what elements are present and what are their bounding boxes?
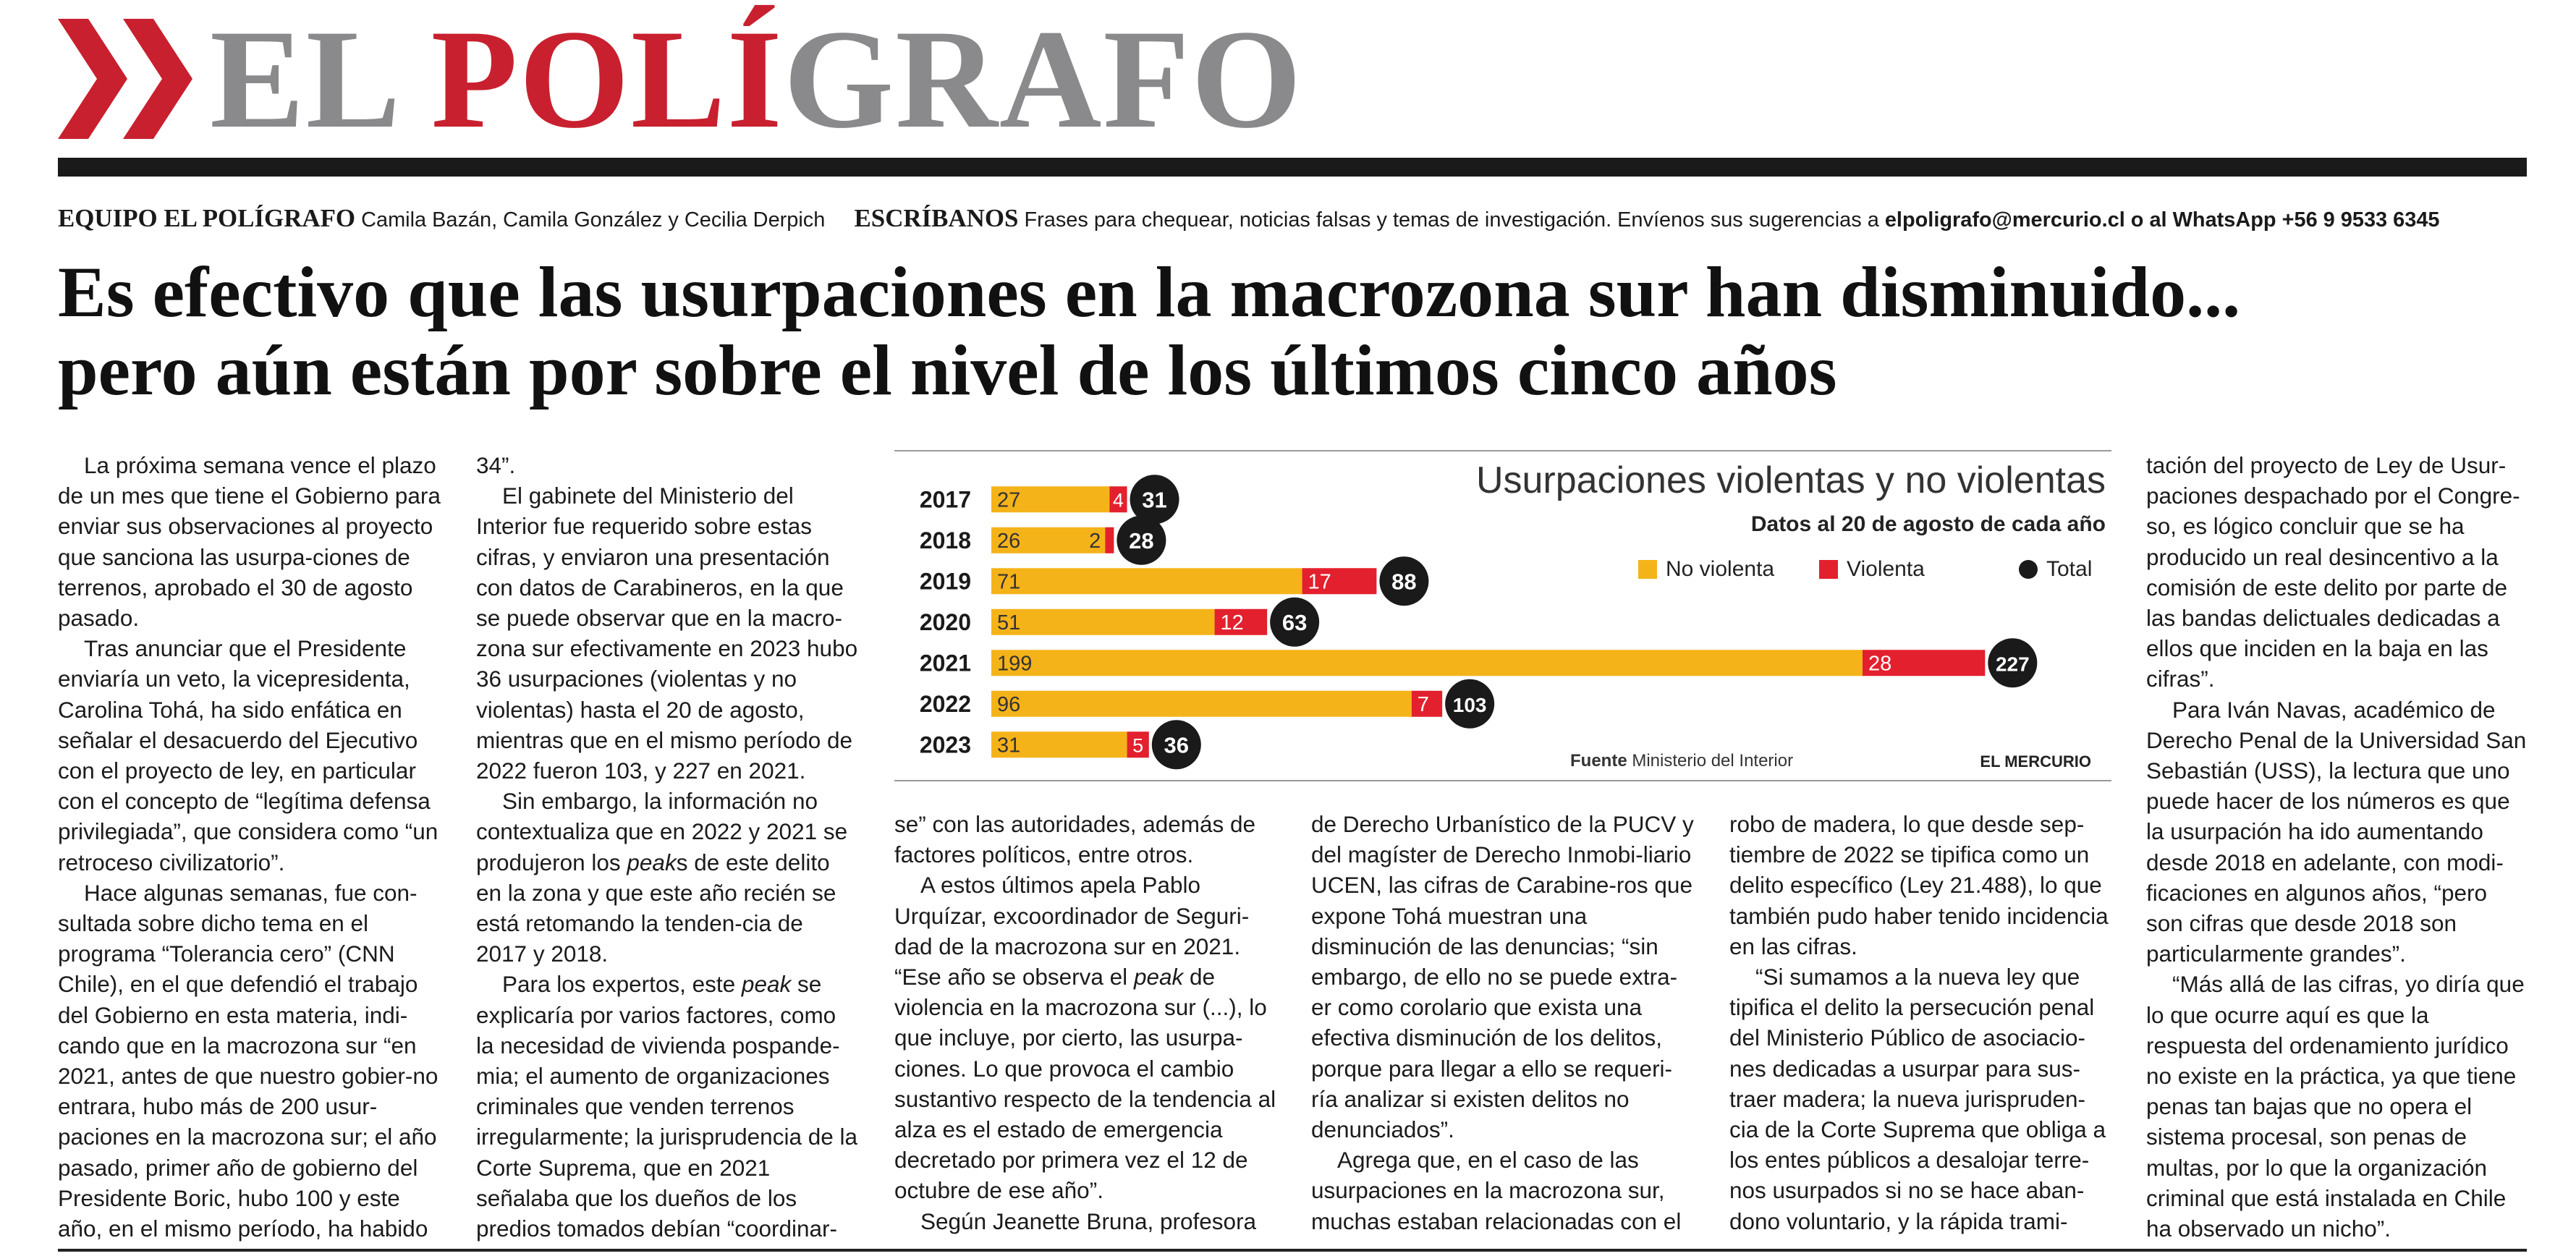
year-label: 2018: [919, 527, 971, 553]
headline-line-2: pero aún están por sobre el nivel de los últimos cinco años: [58, 330, 1837, 410]
total-label: 88: [1391, 569, 1417, 595]
paragraph: Para Iván Navas, académico de Derecho Penal de la Universidad San Sebastián (USS), la lectura que uno puede hacer de los números es que la usurpación ha ido aumentando desde 2018 en adelante, con modi-ficaciones en algunos años, “pero son cifras que desde 2018 son particularmente grandes”.: [2146, 696, 2527, 967]
bar-no-violenta: [991, 691, 1412, 717]
paragraph: “Más allá de las cifras, yo diría que lo que ocurre aquí es que la respuesta del ordenamiento jurídico no existe en la práctica, ya que tiene penas tan bajas que no opera el sistema procesal, son penas de multas, por lo que la organización criminal que está instalada en Chile ha observado un nicho”.: [2146, 971, 2525, 1242]
year-label: 2021: [919, 650, 971, 676]
text-run: Para los expertos, este: [502, 971, 742, 998]
chevron-logo-icon: [58, 19, 203, 142]
article-column-6: [2146, 450, 2530, 1244]
value-label-violenta: 7: [1417, 692, 1429, 716]
legend-swatch: [1638, 560, 1657, 579]
italic-term: peak: [741, 971, 792, 998]
year-label: 2020: [919, 608, 971, 635]
masthead-title-part2: POLÍ: [431, 1, 784, 158]
value-label-violenta: 2: [1089, 529, 1101, 553]
chart-source: [1570, 751, 1793, 771]
text-run: de violencia en la macrozona sur (...), lo que incluye, por cierto, las usurpa-ciones. Lo que provoca el cambio sustantivo respecto de la tendencia al alza es el estado de emergencia decretado por primera vez el 12 de octubre de ese año”.: [894, 964, 1276, 1204]
credits-line: [58, 204, 2525, 233]
bar-no-violenta: [991, 609, 1215, 635]
total-label: 63: [1281, 609, 1308, 635]
bottom-rule: [58, 1249, 2527, 1252]
paragraph: robo de madera, lo que desde sep-tiembre de 2022 se tipifica como un delito específico (Ley 21.488), lo que también pudo haber tenido incidencia en las cifras.: [1729, 811, 2109, 959]
article-column-4: [1311, 809, 1695, 1236]
legend-item-violenta: [1819, 557, 1925, 582]
headline-line-1: Es efectivo que las usurpaciones en la macrozona sur han disminuido...: [58, 252, 2241, 332]
year-label: 2019: [919, 568, 971, 595]
year-label: 2023: [919, 731, 971, 758]
team-names: Camila Bazán, Camila González y Cecilia Derpich: [361, 208, 826, 232]
article-column-5: [1729, 809, 2113, 1236]
article-column-1: [58, 450, 441, 1244]
masthead-title-part3: GRAFO: [783, 1, 1303, 158]
legend-label: Total: [2046, 557, 2093, 581]
paragraph: [894, 870, 1278, 1205]
paragraph: Hace algunas semanas, fue con-sultada sobre dicho tema en el programa “Tolerancia cero” (CNN Chile), en el que defendió el trabajo del Gobierno en esta materia, indi-cando que en la macrozona sur “en 2021, antes de que nuestro gobier-no entrara, hubo más de 200 usur-paciones en la macrozona sur; el año pasado, primer año de gobierno del Presidente Boric, hubo 100 y este año, en el mismo período, ha habido: [58, 879, 438, 1242]
headline: [58, 253, 2533, 410]
value-label-no-violenta: 31: [997, 734, 1021, 758]
total-label: 31: [1142, 487, 1167, 513]
paragraph: “Si sumamos a la nueva ley que tipifica el delito la persecución penal del Ministerio Público de asociacio-nes dedicadas a usurpar para sus-traer madera; la nueva jurispruden-cia de la Corte Suprema que obliga a los entes públicos a desalojar terre-nos usurpados si no se hace aban-dono voluntario, y la rápida trami-: [1729, 964, 2106, 1234]
paragraph: Tras anunciar que el Presidente enviaría un veto, la vicepresidenta, Carolina Tohá, ha sido enfática en señalar el desacuerdo del Ejecutivo con el proyecto de ley, en particular con el concepto de “legítima defensa privilegiada”, que considera como “un retroceso civilizatorio”.: [58, 635, 438, 875]
legend-dot: [2019, 560, 2038, 579]
value-label-no-violenta: 51: [997, 611, 1021, 635]
masthead-rule: [58, 158, 2527, 177]
masthead-title: [210, 1, 1303, 158]
value-label-no-violenta: 26: [997, 529, 1021, 553]
value-label-no-violenta: 199: [997, 652, 1033, 676]
italic-term: peak: [1133, 964, 1184, 990]
bar-violenta: [1105, 527, 1114, 553]
legend-item-no-violenta: [1638, 557, 1774, 582]
legend-label: No violenta: [1666, 557, 1775, 581]
text-run: s de este delito en la zona y que este año recién se está retomando la tenden-cia de 2017 y 2018.: [476, 849, 836, 967]
value-label-no-violenta: 71: [997, 570, 1021, 594]
text-run: Sin embargo, la información no contextualiza que en 2022 y 2021 se produjeron los: [476, 788, 848, 875]
source-label: Fuente: [1570, 751, 1627, 771]
masthead: [58, 1, 1505, 158]
value-label-violenta: 12: [1220, 611, 1244, 635]
bar-no-violenta: [991, 568, 1302, 594]
text-run: se explicaría por varios factores, como la necesidad de vivienda pospande-mia; el aumento de organizaciones criminales que venden terrenos irregularmente; la jurisprudencia de la Corte Suprema, que en 2021 señalaba que los dueños de los predios tomados debían “coordinar-: [476, 971, 858, 1242]
paragraph: Agrega que, en el caso de las usurpaciones en la macrozona sur, muchas estaban relacionadas con el: [1311, 1147, 1682, 1234]
paragraph: 34”.: [476, 452, 516, 478]
legend-label: Violenta: [1847, 557, 1925, 581]
value-label-violenta: 17: [1308, 570, 1331, 594]
source-text: Ministerio del Interior: [1632, 751, 1794, 771]
bar-no-violenta: [991, 650, 1863, 676]
total-label: 36: [1164, 732, 1190, 758]
chart-credit: EL MERCURIO: [1980, 752, 2091, 771]
article-column-3: [894, 809, 1278, 1236]
usurpaciones-chart: [894, 450, 2111, 783]
year-label: 2022: [919, 690, 971, 717]
italic-term: peak: [627, 849, 677, 875]
paragraph: tación del proyecto de Ley de Usur-paciones despachado por el Congre-so, es lógico concluir que se ha producido un real desincentivo a la comisión de este delito por parte de las bandas delictuales dedicadas a ellos que inciden en la baja en las cifras”.: [2146, 452, 2520, 692]
text-run: A estos últimos apela Pablo Urquízar, excoordinador de Seguri-dad de la macrozona sur en 2021. “Ese año se observa el: [894, 872, 1250, 990]
chart-title: Usurpaciones violentas y no violentas: [1475, 459, 2106, 501]
paragraph: La próxima semana vence el plazo de un mes que tiene el Gobierno para enviar sus observaciones al proyecto que sanciona las usurpa-ciones de terrenos, aprobado el 30 de agosto pasado.: [58, 452, 441, 632]
write-label: ESCRÍBANOS: [854, 204, 1019, 232]
total-label: 28: [1129, 527, 1154, 553]
chart-subtitle: Datos al 20 de agosto de cada año: [1750, 512, 2106, 536]
team-label: EQUIPO EL POLÍGRAFO: [58, 204, 356, 232]
value-label-violenta: 28: [1868, 652, 1892, 676]
paragraph: [476, 786, 860, 969]
email-link[interactable]: elpoligrafo@mercurio.cl: [1884, 208, 2125, 232]
chart-legend: [1638, 557, 2109, 586]
article-column-2: [476, 450, 860, 1244]
paragraph: [476, 969, 860, 1244]
write-text: Frases para chequear, noticias falsas y temas de investigación. Envíenos sus sugerencias a: [1024, 208, 1879, 232]
paragraph: Según Jeanette Bruna, profesora: [920, 1208, 1257, 1234]
whatsapp-text: o al WhatsApp +56 9 9533 6345: [2130, 208, 2440, 232]
total-label: 103: [1452, 693, 1487, 716]
value-label-violenta: 4: [1112, 489, 1124, 512]
paragraph: El gabinete del Ministerio del Interior fue requerido sobre estas cifras, y enviaron una presentación con datos de Carabineros, en la que se puede observar que en la macro-zona sur efectivamente en 2023 hubo 36 usurpaciones (violentas y no violentas) hasta el 20 de agosto, mientras que en el mismo período de 2022 fueron 103, y 227 en 2021.: [476, 483, 858, 784]
legend-item-total: [2019, 557, 2092, 582]
chart-bottom-rule: [894, 780, 2111, 781]
year-label: 2017: [919, 486, 971, 513]
value-label-no-violenta: 27: [997, 488, 1021, 512]
total-label: 227: [1995, 653, 2030, 676]
value-label-no-violenta: 96: [997, 692, 1021, 716]
legend-swatch: [1819, 560, 1838, 579]
paragraph: se” con las autoridades, además de factores políticos, entre otros.: [894, 811, 1256, 868]
paragraph: de Derecho Urbanístico de la PUCV y del magíster de Derecho Inmobi-liario UCEN, las cifras de Carabine-ros que expone Tohá muestran una disminución de las denuncias; “sin embargo, de ello no se puede extra-er como corolario que exista una efectiva disminución de los delitos, porque para llegar a ello se requeri-ría analizar si existen delitos no denunciados”.: [1311, 811, 1694, 1143]
value-label-violenta: 5: [1132, 734, 1144, 757]
masthead-title-part1: EL: [210, 1, 431, 158]
